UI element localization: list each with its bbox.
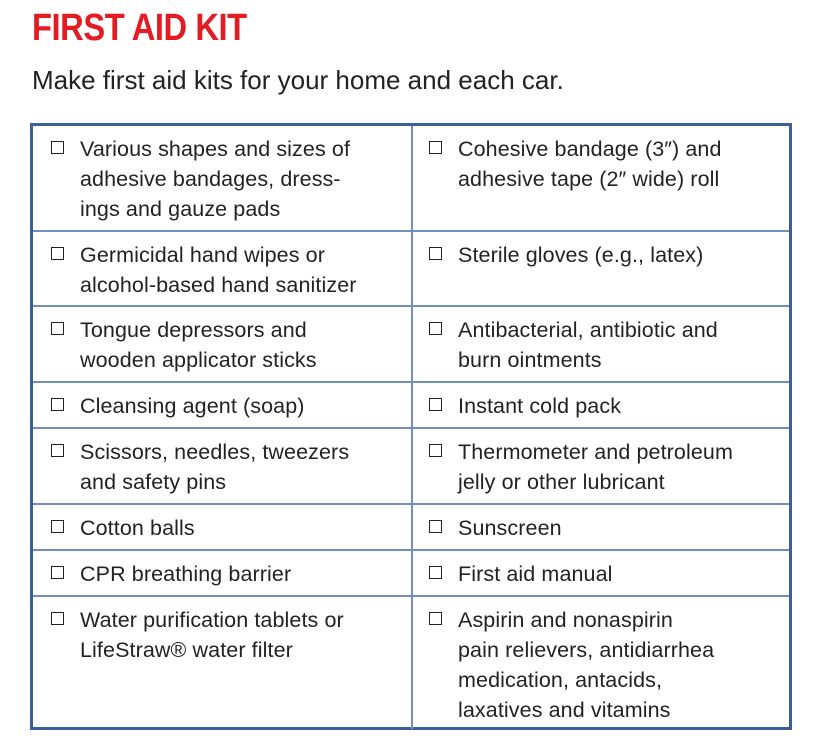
- checklist-item-label: Aspirin and nonaspirin pain relievers, antidiarrhea medication, antacids, laxatives and vitamins: [458, 608, 715, 722]
- checkbox-icon[interactable]: [429, 520, 442, 533]
- checklist-item-label: Water purification tablets or LifeStraw® water filter: [80, 608, 344, 662]
- checklist-item-label: Sunscreen: [458, 516, 562, 540]
- checkbox-icon[interactable]: [429, 398, 442, 411]
- checkbox-icon[interactable]: [51, 520, 64, 533]
- checkbox-icon[interactable]: [429, 444, 442, 457]
- checklist-item[interactable]: [413, 429, 789, 505]
- checkbox-icon[interactable]: [429, 566, 442, 579]
- checklist-item[interactable]: [33, 383, 413, 429]
- checkbox-icon[interactable]: [51, 444, 64, 457]
- checkbox-icon[interactable]: [429, 247, 442, 260]
- checkbox-icon[interactable]: [429, 322, 442, 335]
- first-aid-checklist: [30, 123, 792, 730]
- checklist-item-label: Instant cold pack: [458, 394, 622, 418]
- checklist-item[interactable]: [413, 597, 789, 729]
- checklist-item-label: Tongue depressors and wooden applicator sticks: [80, 318, 317, 372]
- checklist-item[interactable]: [413, 551, 789, 597]
- checklist-item[interactable]: [33, 597, 413, 729]
- checkbox-icon[interactable]: [51, 612, 64, 625]
- checklist-item-label: Various shapes and sizes of adhesive bandages, dress- ings and gauze pads: [80, 137, 351, 221]
- checklist-item-label: Antibacterial, antibiotic and burn ointments: [458, 318, 718, 372]
- checklist-item[interactable]: [33, 232, 413, 307]
- checklist-item-label: Cleansing agent (soap): [80, 394, 305, 418]
- checklist-item[interactable]: [413, 505, 789, 551]
- checklist-item-label: Germicidal hand wipes or alcohol-based hand sanitizer: [80, 243, 357, 297]
- page-title: FIRST AID KIT: [32, 7, 247, 49]
- checklist-item-label: Cohesive bandage (3″) and adhesive tape (2″ wide) roll: [458, 137, 722, 191]
- checklist-item[interactable]: [33, 429, 413, 505]
- checklist-item-label: First aid manual: [458, 562, 613, 586]
- checklist-item-label: Cotton balls: [80, 516, 195, 540]
- checklist-item[interactable]: [413, 383, 789, 429]
- checklist-item-label: CPR breathing barrier: [80, 562, 292, 586]
- checklist-item[interactable]: [33, 551, 413, 597]
- checklist-item-label: Thermometer and petroleum jelly or other lubricant: [458, 440, 733, 494]
- checklist-item-label: Scissors, needles, tweezers and safety pins: [80, 440, 350, 494]
- checkbox-icon[interactable]: [429, 141, 442, 154]
- checklist-item[interactable]: [33, 307, 413, 383]
- checkbox-icon[interactable]: [51, 566, 64, 579]
- checklist-item[interactable]: [413, 126, 789, 232]
- checklist-item[interactable]: [413, 232, 789, 307]
- checkbox-icon[interactable]: [51, 141, 64, 154]
- checkbox-icon[interactable]: [51, 247, 64, 260]
- checkbox-icon[interactable]: [429, 612, 442, 625]
- checklist-item[interactable]: [33, 126, 413, 232]
- checklist-item[interactable]: [413, 307, 789, 383]
- page-subtitle: Make first aid kits for your home and each car.: [32, 65, 564, 95]
- checklist-item-label: Sterile gloves (e.g., latex): [458, 243, 704, 267]
- checklist-item[interactable]: [33, 505, 413, 551]
- checkbox-icon[interactable]: [51, 398, 64, 411]
- checkbox-icon[interactable]: [51, 322, 64, 335]
